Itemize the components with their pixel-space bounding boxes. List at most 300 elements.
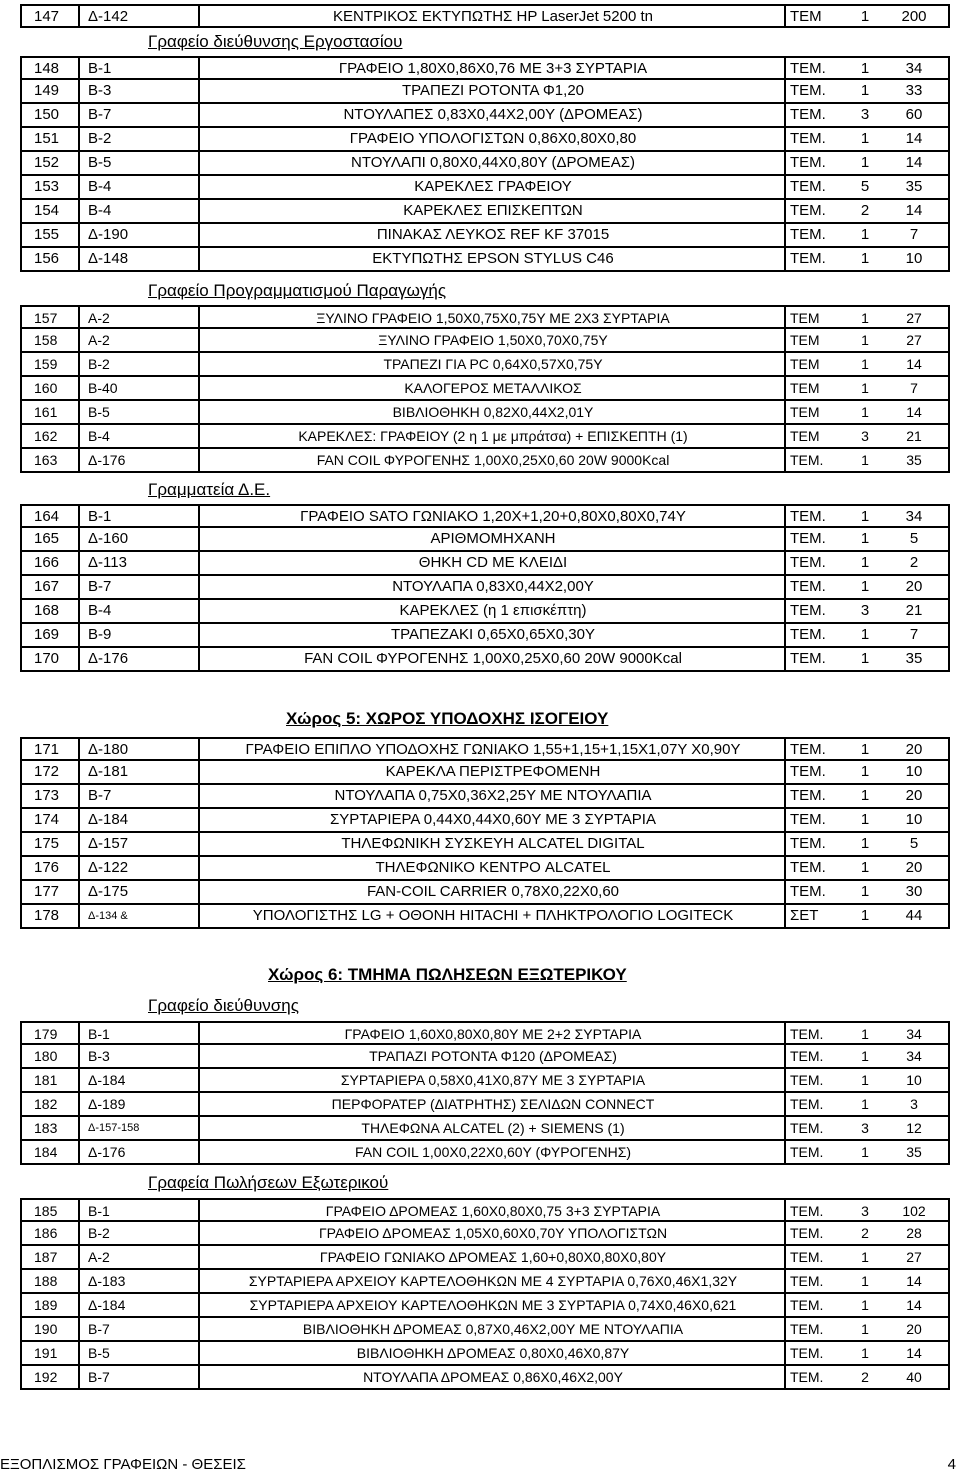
quantity-cell: 1: [861, 1249, 869, 1265]
row-number: 150: [34, 106, 60, 123]
unit-cell: ΤΕΜ.: [784, 104, 850, 126]
unit-cell: ΤΕΜ.: [784, 1342, 850, 1364]
unit-cell: ΤΕΜ.: [784, 761, 850, 783]
item-description: ΤΡΑΠΕΖΙ ΓΙΑ PC 0,64Χ0,57Χ0,75Υ: [198, 353, 786, 375]
section-heading-space-6: Χώρος 6: ΤΜΗΜΑ ΠΩΛΗΣΕΩΝ ΕΞΩΤΕΡΙΚΟΥ: [268, 965, 627, 984]
table-row: [20, 857, 950, 881]
table-row: [20, 1093, 950, 1117]
item-code: Δ-175: [78, 881, 198, 903]
item-description: ΣΥΡΤΑΡΙΕΡΑ ΑΡΧΕΙΟΥ ΚΑΡΤΕΛΟΘΗΚΩΝ ΜΕ 3 ΣΥΡΤΑΡΙΑ 0,74Χ0,46Χ0,621: [198, 1294, 786, 1316]
table-row: [20, 4, 950, 28]
unit-cell: ΤΕΜ.: [784, 176, 850, 198]
table-row: [20, 401, 950, 425]
position-cell: 20: [906, 1321, 922, 1337]
position-cell: 27: [906, 332, 922, 348]
position-cell: 7: [909, 626, 919, 643]
item-code: Β-4: [78, 176, 198, 198]
quantity-cell: 1: [861, 404, 869, 420]
item-code: Δ-183: [78, 1270, 198, 1292]
position-cell: 35: [906, 1144, 922, 1160]
position-cell: 27: [906, 310, 922, 326]
item-code: Β-2: [78, 353, 198, 375]
row-number: 182: [34, 1096, 58, 1112]
row-number: 153: [34, 178, 60, 195]
unit-cell: ΤΕΜ: [784, 307, 850, 329]
item-code: Β-7: [78, 1318, 198, 1340]
position-cell: 34: [905, 60, 923, 77]
position-cell: 14: [906, 1297, 922, 1313]
item-description: FAN COIL ΦΥΡΟΓΕΝΗΣ 1,00Χ0,25Χ0,60 20W 9000Kcal: [198, 449, 786, 471]
position-cell: 14: [905, 202, 923, 219]
item-code: Δ-181: [78, 761, 198, 783]
unit-cell: ΤΕΜ.: [784, 1366, 850, 1388]
quantity-cell: 1: [860, 250, 870, 267]
position-cell: 14: [906, 356, 922, 372]
row-number: 155: [34, 226, 60, 243]
quantity-cell: 1: [861, 452, 869, 468]
row-number: 187: [34, 1249, 58, 1265]
table-row: [20, 152, 950, 176]
unit-cell: ΤΕΜ.: [784, 600, 850, 622]
row-number: 149: [34, 82, 60, 99]
table-row: [20, 737, 950, 761]
unit-cell: ΤΕΜ.: [784, 152, 850, 174]
row-number: 190: [34, 1321, 58, 1337]
item-description: ΒΙΒΛΙΟΘΗΚΗ ΔΡΟΜΕΑΣ 0,80Χ0,46Χ0,87Υ: [198, 1342, 786, 1364]
unit-cell: ΤΕΜ.: [784, 739, 850, 761]
table-block-2: [20, 56, 950, 272]
table-row: [20, 305, 950, 329]
quantity-cell: 1: [861, 1072, 869, 1088]
position-cell: 33: [905, 82, 923, 99]
table-row: [20, 576, 950, 600]
unit-cell: ΤΕΜ.: [784, 1141, 850, 1163]
quantity-cell: 1: [860, 741, 870, 758]
table-row: [20, 648, 950, 672]
item-code: Β-7: [78, 1366, 198, 1388]
item-description: ΤΡΑΠΕΖΙ ΡΟΤΟΝΤΑ Φ1,20: [198, 80, 786, 102]
quantity-cell: 1: [861, 1096, 869, 1112]
position-cell: 10: [905, 250, 923, 267]
item-code: Β-4: [78, 200, 198, 222]
item-description: ΓΡΑΦΕΙΟ ΥΠΟΛΟΓΙΣΤΩΝ 0,86Χ0,80Χ0,80: [198, 128, 786, 150]
row-number: 151: [34, 130, 60, 147]
table-row: [20, 809, 950, 833]
table-row: [20, 761, 950, 785]
item-description: ΚΑΛΟΓΕΡΟΣ ΜΕΤΑΛΛΙΚΟΣ: [198, 377, 786, 399]
item-code: Β-7: [78, 576, 198, 598]
table-row: [20, 1222, 950, 1246]
position-cell: 34: [906, 1026, 922, 1042]
table-row: [20, 449, 950, 473]
item-description: ΣΥΡΤΑΡΙΕΡΑ ΑΡΧΕΙΟΥ ΚΑΡΤΕΛΟΘΗΚΩΝ ΜΕ 4 ΣΥΡΤΑΡΙΑ 0,76Χ0,46Χ1,32Υ: [198, 1270, 786, 1292]
position-cell: 10: [906, 1072, 922, 1088]
quantity-cell: 1: [860, 154, 870, 171]
item-description: ΚΑΡΕΚΛΕΣ: ΓΡΑΦΕΙΟΥ (2 η 1 με μπράτσα) + ΕΠΙΣΚΕΠΤΗ (1): [198, 425, 786, 447]
table-row: [20, 1342, 950, 1366]
unit-cell: ΤΕΜ.: [784, 624, 850, 646]
row-number: 191: [34, 1345, 58, 1361]
unit-cell: ΤΕΜ.: [784, 80, 850, 102]
item-description: ΤΗΛΕΦΩΝΙΚΗ ΣΥΣΚΕΥΗ ALCATEL DIGITAL: [198, 833, 786, 855]
item-description: ΝΤΟΥΛΑΠΙ 0,80Χ0,44Χ0,80Υ (ΔΡΟΜΕΑΣ): [198, 152, 786, 174]
item-code: Δ-180: [78, 739, 198, 761]
footer-title: ΕΞΟΠΛΙΣΜΟΣ ΓΡΑΦΕΙΩΝ - ΘΕΣΕΙΣ: [0, 1456, 246, 1473]
item-description: ΓΡΑΦΕΙΟ 1,60Χ0,80Χ0,80Υ ΜΕ 2+2 ΣΥΡΤΑΡΙΑ: [198, 1023, 786, 1045]
position-cell: 5: [909, 835, 919, 852]
item-description: ΓΡΑΦΕΙΟ ΓΩΝΙΑΚΟ ΔΡΟΜΕΑΣ 1,60+0,80Χ0,80Χ0,80Υ: [198, 1246, 786, 1268]
table-block-7: [20, 1198, 950, 1390]
item-description: ΤΗΛΕΦΩΝΙΚΟ ΚΕΝΤΡΟ ALCATEL: [198, 857, 786, 879]
subheading-production-planning-office: Γραφείο Προγραμματισμού Παραγωγής: [148, 281, 447, 300]
item-description: ΓΡΑΦΕΙΟ ΕΠΙΠΛΟ ΥΠΟΔΟΧΗΣ ΓΩΝΙΑΚΟ 1,55+1,15+1,15Χ1,07Υ Χ0,90Υ: [198, 739, 786, 761]
item-description: ΝΤΟΥΛΑΠΑ 0,75Χ0,36Χ2,25Υ ΜΕ ΝΤΟΥΛΑΠΙΑ: [198, 785, 786, 807]
unit-cell: ΤΕΜ.: [784, 785, 850, 807]
row-number: 162: [34, 428, 58, 444]
quantity-cell: 3: [861, 1120, 869, 1136]
quantity-cell: 2: [860, 202, 870, 219]
table-row: [20, 128, 950, 152]
item-code: Β-1: [78, 1200, 198, 1222]
quantity-cell: 1: [860, 811, 870, 828]
item-description: ΓΡΑΦΕΙΟ ΔΡΟΜΕΑΣ 1,60Χ0,80Χ0,75 3+3 ΣΥΡΤΑΡΙΑ: [198, 1200, 786, 1222]
row-number: 152: [34, 154, 60, 171]
row-number: 178: [34, 907, 60, 924]
row-number: 175: [34, 835, 60, 852]
row-number: 179: [34, 1026, 58, 1042]
position-cell: 60: [905, 106, 923, 123]
position-cell: 14: [906, 404, 922, 420]
item-code: Β-7: [78, 785, 198, 807]
unit-cell: ΤΕΜ.: [784, 1294, 850, 1316]
table-row: [20, 1198, 950, 1222]
item-code: Δ-122: [78, 857, 198, 879]
quantity-cell: 1: [860, 787, 870, 804]
position-cell: 7: [910, 380, 918, 396]
item-description: ΑΡΙΘΜΟΜΗΧΑΝΗ: [198, 528, 786, 550]
position-cell: 20: [905, 578, 923, 595]
item-description: FAN-COIL CARRIER 0,78Χ0,22Χ0,60: [198, 881, 786, 903]
position-cell: 102: [902, 1203, 926, 1219]
item-code: Δ-160: [78, 528, 198, 550]
table-row: [20, 1294, 950, 1318]
item-description: ΒΙΒΛΙΟΘΗΚΗ 0,82Χ0,44Χ2,01Υ: [198, 401, 786, 423]
quantity-cell: 1: [861, 332, 869, 348]
row-number: 160: [34, 380, 58, 396]
item-description: ΒΙΒΛΙΟΘΗΚΗ ΔΡΟΜΕΑΣ 0,87Χ0,46Χ2,00Υ ΜΕ ΝΤΟΥΛΑΠΙΑ: [198, 1318, 786, 1340]
item-description: ΘΗΚΗ CD ΜΕ ΚΛΕΙΔΙ: [198, 552, 786, 574]
table-row: [20, 785, 950, 809]
item-description: FAN COIL 1,00Χ0,22Χ0,60Υ (ΦΥΡΟΓΕΝΗΣ): [198, 1141, 786, 1163]
position-cell: 14: [906, 1273, 922, 1289]
row-number: 171: [34, 741, 60, 758]
table-row: [20, 833, 950, 857]
unit-cell: ΤΕΜ.: [784, 248, 850, 270]
item-code: Β-3: [78, 80, 198, 102]
position-cell: 7: [909, 226, 919, 243]
unit-cell: ΤΕΜ.: [784, 1117, 850, 1139]
table-row: [20, 881, 950, 905]
unit-cell: ΤΕΜ.: [784, 1093, 850, 1115]
unit-cell: ΤΕΜ: [784, 6, 850, 28]
table-row: [20, 1366, 950, 1390]
item-description: ΣΥΡΤΑΡΙΕΡΑ 0,58Χ0,41Χ0,87Υ ΜΕ 3 ΣΥΡΤΑΡΙΑ: [198, 1069, 786, 1091]
quantity-cell: 1: [860, 626, 870, 643]
item-code: Β-7: [78, 104, 198, 126]
quantity-cell: 1: [860, 578, 870, 595]
item-description: ΚΑΡΕΚΛΑ ΠΕΡΙΣΤΡΕΦΟΜΕΝΗ: [198, 761, 786, 783]
unit-cell: ΤΕΜ: [784, 353, 850, 375]
position-cell: 14: [906, 1345, 922, 1361]
item-code: Α-2: [78, 1246, 198, 1268]
row-number: 163: [34, 452, 58, 468]
position-cell: 14: [905, 154, 923, 171]
unit-cell: ΤΕΜ: [784, 401, 850, 423]
item-description: ΚΑΡΕΚΛΕΣ ΕΠΙΣΚΕΠΤΩΝ: [198, 200, 786, 222]
item-code: Β-4: [78, 600, 198, 622]
item-code: Β-3: [78, 1045, 198, 1067]
quantity-cell: 5: [860, 178, 870, 195]
item-code: Β-1: [78, 506, 198, 528]
table-block-3: [20, 305, 950, 473]
unit-cell: ΤΕΜ.: [784, 1222, 850, 1244]
quantity-cell: 1: [860, 907, 870, 924]
position-cell: 34: [905, 508, 923, 525]
position-cell: 35: [906, 452, 922, 468]
position-cell: 10: [905, 763, 923, 780]
subheading-export-sales-offices: Γραφεία Πωλήσεων Εξωτερικού: [148, 1173, 389, 1192]
row-number: 184: [34, 1144, 58, 1160]
unit-cell: ΤΕΜ: [784, 329, 850, 351]
quantity-cell: 1: [860, 60, 870, 77]
table-row: [20, 377, 950, 401]
position-cell: 3: [910, 1096, 918, 1112]
item-description: ΞΥΛΙΝΟ ΓΡΑΦΕΙΟ 1,50Χ0,75Χ0,75Υ ΜΕ 2Χ3 ΣΥΡΤΑΡΙΑ: [198, 307, 786, 329]
unit-cell: ΤΕΜ.: [784, 1270, 850, 1292]
row-number: 159: [34, 356, 58, 372]
row-number: 188: [34, 1273, 58, 1289]
unit-cell: ΤΕΜ: [784, 377, 850, 399]
table-row: [20, 248, 950, 272]
quantity-cell: 1: [860, 226, 870, 243]
quantity-cell: 1: [860, 82, 870, 99]
subheading-secretariat: Γραμματεία Δ.Ε.: [148, 480, 271, 499]
quantity-cell: 1: [861, 356, 869, 372]
position-cell: 10: [905, 811, 923, 828]
table-row: [20, 1069, 950, 1093]
item-code: Δ-176: [78, 449, 198, 471]
unit-cell: ΤΕΜ.: [784, 1023, 850, 1045]
row-number: 172: [34, 763, 60, 780]
item-code: Δ-142: [78, 6, 198, 28]
table-row: [20, 56, 950, 80]
row-number: 180: [34, 1048, 58, 1064]
quantity-cell: 1: [860, 859, 870, 876]
table-row: [20, 905, 950, 929]
table-row: [20, 600, 950, 624]
item-code: Β-5: [78, 1342, 198, 1364]
unit-cell: ΤΕΜ.: [784, 881, 850, 903]
table-block-6: [20, 1021, 950, 1165]
item-code: Β-2: [78, 1222, 198, 1244]
item-description: ΞΥΛΙΝΟ ΓΡΑΦΕΙΟ 1,50Χ0,70Χ0,75Υ: [198, 329, 786, 351]
quantity-cell: 1: [861, 310, 869, 326]
quantity-cell: 2: [861, 1369, 869, 1385]
table-block-1: [20, 4, 950, 28]
row-number: 167: [34, 578, 60, 595]
table-row: [20, 1045, 950, 1069]
item-code: Δ-134 &: [78, 905, 198, 927]
table-row: [20, 1141, 950, 1165]
row-number: 165: [34, 530, 60, 547]
row-number: 185: [34, 1203, 58, 1219]
unit-cell: ΤΕΜ.: [784, 449, 850, 471]
item-code: Α-2: [78, 329, 198, 351]
position-cell: 5: [909, 530, 919, 547]
row-number: 174: [34, 811, 60, 828]
row-number: 186: [34, 1225, 58, 1241]
item-description: ΠΙΝΑΚΑΣ ΛΕΥΚΟΣ REF KF 37015: [198, 224, 786, 246]
row-number: 189: [34, 1297, 58, 1313]
row-number: 166: [34, 554, 60, 571]
item-description: ΚΑΡΕΚΛΕΣ ΓΡΑΦΕΙΟΥ: [198, 176, 786, 198]
item-description: ΥΠΟΛΟΓΙΣΤΗΣ LG + ΟΘΟΝΗ HITACHI + ΠΛΗΚΤΡΟΛΟΓΙΟ LOGITECK: [198, 905, 786, 927]
item-description: ΕΚΤΥΠΩΤΗΣ EPSON STYLUS C46: [198, 248, 786, 270]
quantity-cell: 1: [860, 8, 870, 25]
quantity-cell: 1: [861, 1297, 869, 1313]
quantity-cell: 3: [860, 602, 870, 619]
row-number: 156: [34, 250, 60, 267]
quantity-cell: 2: [861, 1225, 869, 1241]
subheading-management-office: Γραφείο διεύθυνσης: [148, 996, 299, 1015]
position-cell: 28: [906, 1225, 922, 1241]
table-row: [20, 1270, 950, 1294]
table-row: [20, 353, 950, 377]
table-row: [20, 200, 950, 224]
position-cell: 21: [906, 428, 922, 444]
position-cell: 14: [905, 130, 923, 147]
item-code: Β-5: [78, 152, 198, 174]
position-cell: 200: [901, 8, 927, 25]
unit-cell: ΤΕΜ.: [784, 833, 850, 855]
quantity-cell: 3: [861, 428, 869, 444]
unit-cell: ΤΕΜ.: [784, 1318, 850, 1340]
quantity-cell: 1: [861, 1048, 869, 1064]
unit-cell: ΤΕΜ.: [784, 224, 850, 246]
position-cell: 27: [906, 1249, 922, 1265]
item-code: Δ-184: [78, 809, 198, 831]
item-description: ΝΤΟΥΛΑΠΑ 0,83Χ0,44Χ2,00Υ: [198, 576, 786, 598]
item-code: Β-9: [78, 624, 198, 646]
unit-cell: ΤΕΜ.: [784, 200, 850, 222]
item-code: Δ-190: [78, 224, 198, 246]
row-number: 170: [34, 650, 60, 667]
item-description: ΤΗΛΕΦΩΝΑ ALCATEL (2) + SIEMENS (1): [198, 1117, 786, 1139]
item-code: Β-1: [78, 58, 198, 80]
row-number: 181: [34, 1072, 58, 1088]
item-description: ΠΕΡΦΟΡΑΤΕΡ (ΔΙΑΤΡΗΤΗΣ) ΣΕΛΙΔΩΝ CONNECT: [198, 1093, 786, 1115]
unit-cell: ΤΕΜ.: [784, 857, 850, 879]
row-number: 183: [34, 1120, 58, 1136]
position-cell: 20: [905, 741, 923, 758]
table-row: [20, 552, 950, 576]
quantity-cell: 1: [860, 835, 870, 852]
item-description: ΣΥΡΤΑΡΙΕΡΑ 0,44Χ0,44Χ0,60Υ ΜΕ 3 ΣΥΡΤΑΡΙΑ: [198, 809, 786, 831]
item-code: Δ-176: [78, 648, 198, 670]
position-cell: 2: [909, 554, 919, 571]
item-code: Δ-157: [78, 833, 198, 855]
unit-cell: ΤΕΜ.: [784, 128, 850, 150]
table-block-5: [20, 737, 950, 929]
item-description: ΝΤΟΥΛΑΠΕΣ 0,83Χ0,44Χ2,00Υ (ΔΡΟΜΕΑΣ): [198, 104, 786, 126]
position-cell: 44: [905, 907, 923, 924]
quantity-cell: 3: [861, 1203, 869, 1219]
position-cell: 35: [905, 178, 923, 195]
table-row: [20, 1318, 950, 1342]
quantity-cell: 1: [860, 554, 870, 571]
unit-cell: ΤΕΜ.: [784, 809, 850, 831]
quantity-cell: 1: [860, 763, 870, 780]
item-description: ΤΡΑΠΑΖΙ ΡΟΤΟΝΤΑ Φ120 (ΔΡΟΜΕΑΣ): [198, 1045, 786, 1067]
item-code: Δ-189: [78, 1093, 198, 1115]
item-code: Δ-184: [78, 1069, 198, 1091]
table-row: [20, 1021, 950, 1045]
item-code: Β-1: [78, 1023, 198, 1045]
unit-cell: ΤΕΜ.: [784, 1200, 850, 1222]
position-cell: 20: [905, 859, 923, 876]
item-code: Δ-148: [78, 248, 198, 270]
row-number: 148: [34, 60, 60, 77]
row-number: 158: [34, 332, 58, 348]
item-code: Δ-157-158: [78, 1117, 198, 1139]
table-row: [20, 176, 950, 200]
row-number: 168: [34, 602, 60, 619]
unit-cell: ΤΕΜ.: [784, 1246, 850, 1268]
position-cell: 20: [905, 787, 923, 804]
position-cell: 30: [905, 883, 923, 900]
page-number: 4: [947, 1456, 956, 1473]
unit-cell: ΤΕΜ.: [784, 576, 850, 598]
item-description: ΓΡΑΦΕΙΟ SATO ΓΩΝΙΑΚΟ 1,20Χ+1,20+0,80Χ0,80Χ0,74Υ: [198, 506, 786, 528]
table-row: [20, 425, 950, 449]
quantity-cell: 1: [861, 1026, 869, 1042]
quantity-cell: 1: [861, 1273, 869, 1289]
table-block-4: [20, 504, 950, 672]
item-code: Β-2: [78, 128, 198, 150]
row-number: 154: [34, 202, 60, 219]
quantity-cell: 1: [860, 508, 870, 525]
item-description: ΚΕΝΤΡΙΚΟΣ ΕΚΤΥΠΩΤΗΣ HP LaserJet 5200 tn: [198, 6, 786, 28]
item-description: ΝΤΟΥΛΑΠΑ ΔΡΟΜΕΑΣ 0,86Χ0,46Χ2,00Υ: [198, 1366, 786, 1388]
item-description: ΚΑΡΕΚΛΕΣ (η 1 επισκέπτη): [198, 600, 786, 622]
item-code: Α-2: [78, 307, 198, 329]
unit-cell: ΤΕΜ.: [784, 1069, 850, 1091]
item-code: Δ-184: [78, 1294, 198, 1316]
row-number: 161: [34, 404, 58, 420]
position-cell: 34: [906, 1048, 922, 1064]
row-number: 176: [34, 859, 60, 876]
table-row: [20, 624, 950, 648]
position-cell: 21: [905, 602, 923, 619]
section-heading-space-5: Χώρος 5: ΧΩΡΟΣ ΥΠΟΔΟΧΗΣ ΙΣΟΓΕΙΟΥ: [286, 709, 609, 728]
row-number: 177: [34, 883, 60, 900]
quantity-cell: 3: [860, 106, 870, 123]
item-code: Δ-113: [78, 552, 198, 574]
unit-cell: ΤΕΜ.: [784, 58, 850, 80]
row-number: 173: [34, 787, 60, 804]
table-row: [20, 528, 950, 552]
quantity-cell: 1: [861, 1321, 869, 1337]
